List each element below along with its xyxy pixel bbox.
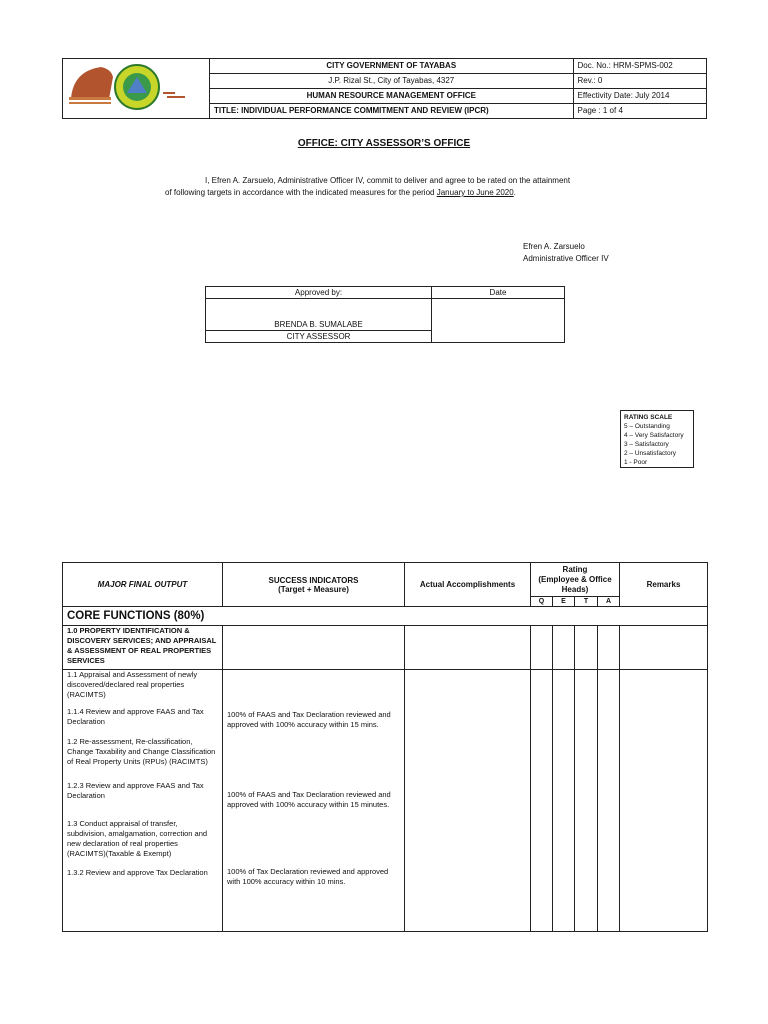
col-header-t: T	[575, 597, 598, 607]
rating-scale-item: 5 – Outstanding	[624, 423, 670, 430]
rating-scale-title: RATING SCALE	[624, 414, 673, 421]
col-header-rating: Rating (Employee & Office Heads)	[531, 563, 620, 597]
date-label: Date	[432, 287, 565, 299]
rating-scale-item: 1 - Poor	[624, 459, 648, 466]
col-header-success-indicators: SUCCESS INDICATORS (Target + Measure)	[223, 563, 405, 607]
approver-name: BRENDA B. SUMALABE	[206, 299, 432, 331]
mfo-item: 1.1 Appraisal and Assessment of newly discovered/declared real properties (RACIMTS)	[67, 670, 198, 699]
page-number: Page : 1 of 4	[573, 104, 706, 119]
org-name: CITY GOVERNMENT OF TAYABAS	[210, 59, 574, 74]
rating-scale-item: 2 – Unsatisfactory	[624, 450, 677, 457]
org-address: J.P. Rizal St., City of Tayabas, 4327	[210, 74, 574, 89]
ratee-signature-block	[523, 241, 609, 265]
mfo-item: 1.2 Re-assessment, Re-classification, Change Taxability and Change Classification of Real Property Units (RPUs) (RACIMTS)	[67, 737, 216, 766]
table-cell	[553, 626, 575, 670]
commitment-line-1: I, Efren A. Zarsuelo, Administrative Officer IV, commit to deliver and agree to be rated on the attainment	[205, 176, 571, 185]
rating-e-cell[interactable]	[553, 670, 575, 932]
table-cell	[620, 626, 708, 670]
mfo-item: 1.1.4 Review and approve FAAS and Tax Declaration	[67, 707, 204, 726]
table-cell	[531, 626, 553, 670]
rating-scale-box	[620, 410, 694, 468]
mfo-item: 1.3.2 Review and approve Tax Declaration	[67, 868, 208, 877]
remarks-cell[interactable]	[620, 670, 708, 932]
rating-period: January to June 2020	[436, 188, 514, 197]
office-name: HUMAN RESOURCE MANAGEMENT OFFICE	[210, 89, 574, 104]
approval-date-value[interactable]	[432, 299, 565, 343]
success-indicators-list	[223, 670, 405, 932]
mfo-list	[63, 670, 223, 932]
success-indicator: 100% of Tax Declaration reviewed and approved with 100% accuracy within 10 mins.	[227, 867, 389, 886]
commitment-line-2-text: of following targets in accordance with the indicated measures for the period	[165, 188, 437, 197]
col-header-mfo: MAJOR FINAL OUTPUT	[63, 563, 223, 607]
ratee-name: Efren A. Zarsuelo	[523, 242, 585, 251]
rating-a-cell[interactable]	[598, 670, 620, 932]
table-cell	[405, 626, 531, 670]
success-indicator: 100% of FAAS and Tax Declaration reviewed and approved with 100% accuracy within 15 mins.	[227, 710, 391, 729]
table-cell	[575, 626, 598, 670]
approver-title: CITY ASSESSOR	[206, 331, 432, 343]
mfo-item: 1.3 Conduct appraisal of transfer, subdivision, amalgamation, correction and new declaration of real properties (RACIMTS)(Taxable & Exempt)	[67, 819, 208, 858]
actual-accomplishments-cell[interactable]	[405, 670, 531, 932]
mfo-item: 1.2.3 Review and approve FAAS and Tax Declaration	[67, 781, 204, 800]
col-header-q: Q	[531, 597, 553, 607]
commitment-period-end: .	[513, 188, 516, 197]
col-header-actual-accomplishments: Actual Accomplishments	[405, 563, 531, 607]
office-title: OFFICE: CITY ASSESSOR’S OFFICE	[297, 138, 471, 149]
col-header-e: E	[553, 597, 575, 607]
approved-by-label: Approved by:	[206, 287, 432, 299]
approval-table	[205, 286, 565, 343]
success-indicator: 100% of FAAS and Tax Declaration reviewed and approved with 100% accuracy within 15 minutes.	[227, 790, 391, 809]
logo-cell	[63, 59, 210, 119]
commitment-line-2	[0, 187, 768, 199]
col-header-remarks: Remarks	[620, 563, 708, 607]
table-cell	[598, 626, 620, 670]
rating-scale-item: 4 – Very Satisfactory	[624, 432, 684, 439]
core-functions-heading: CORE FUNCTIONS (80%)	[63, 607, 708, 626]
document-header	[62, 58, 707, 119]
commitment-statement	[0, 175, 768, 199]
rating-scale-item: 3 – Satisfactory	[624, 441, 669, 448]
city-seal-logo	[63, 59, 209, 115]
table-cell	[223, 626, 405, 670]
ratee-position: Administrative Officer IV	[523, 254, 609, 263]
revision: Rev.: 0	[573, 74, 706, 89]
form-title: TITLE: INDIVIDUAL PERFORMANCE COMMITMENT AND REVIEW (IPCR)	[210, 104, 574, 119]
doc-number: Doc. No.: HRM-SPMS-002	[573, 59, 706, 74]
effectivity-date: Effectivity Date: July 2014	[573, 89, 706, 104]
rating-q-cell[interactable]	[531, 670, 553, 932]
rating-t-cell[interactable]	[575, 670, 598, 932]
section-1-heading: 1.0 PROPERTY IDENTIFICATION & DISCOVERY SERVICES; AND APPRAISAL & ASSESSMENT OF REAL PROPERTIES SERVICES	[63, 626, 223, 670]
col-header-a: A	[598, 597, 620, 607]
ipcr-table	[62, 562, 708, 932]
